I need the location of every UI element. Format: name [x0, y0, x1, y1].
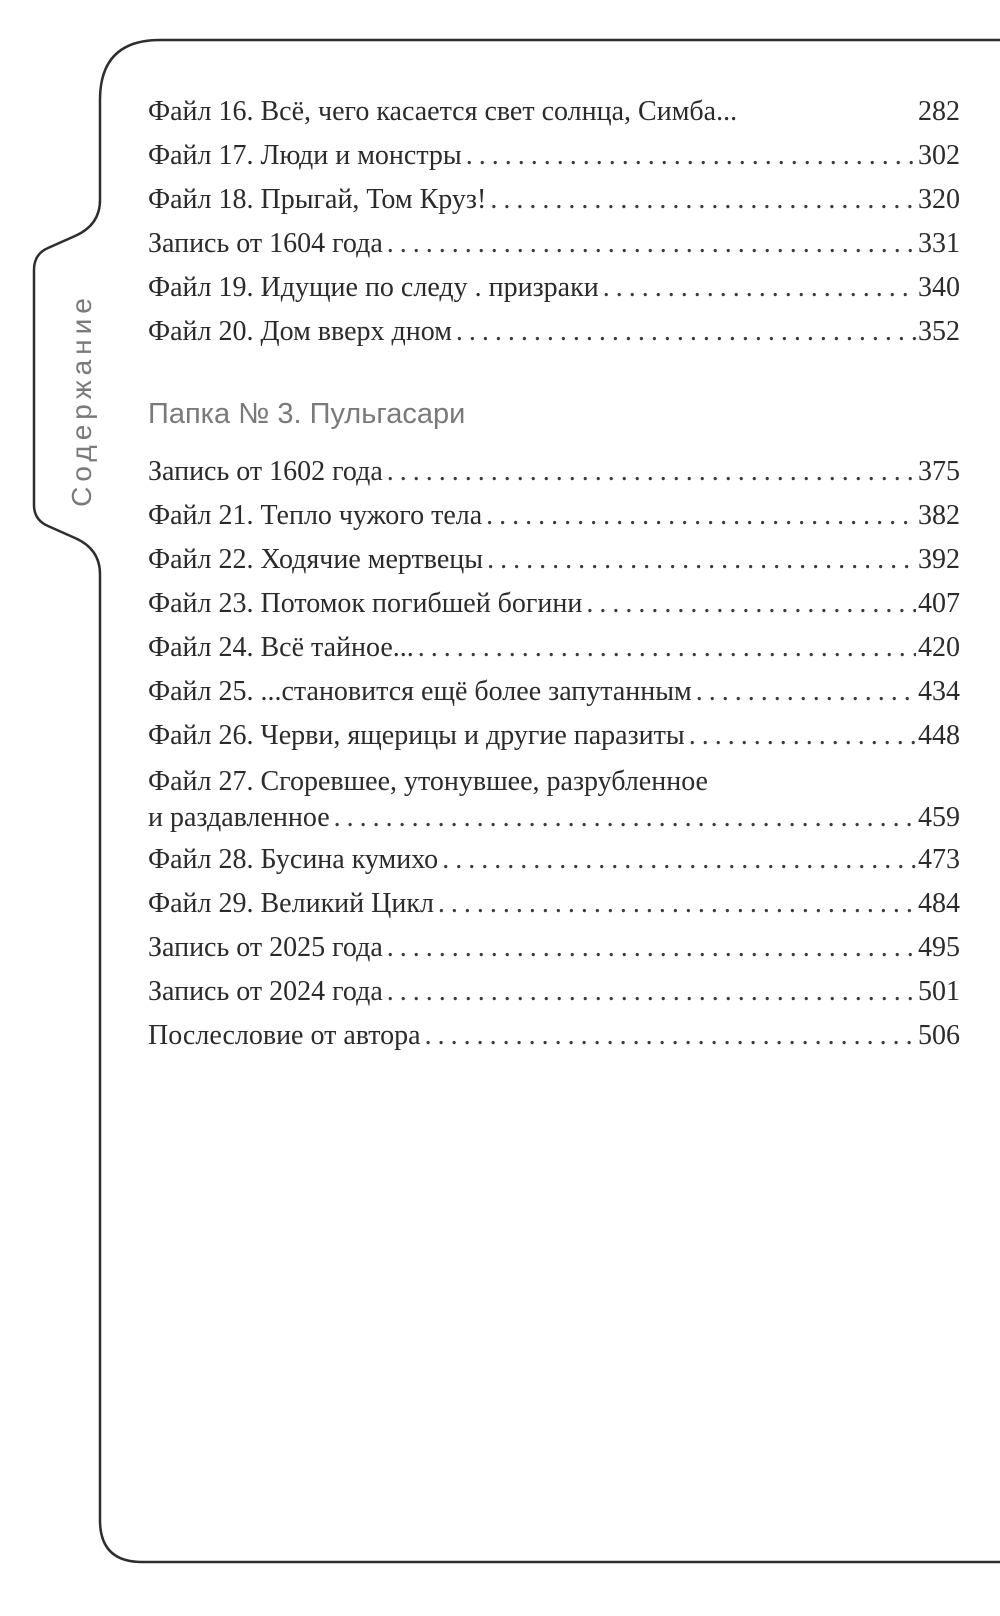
toc-group-2 — [148, 450, 960, 758]
section-heading: Папка № 3. Пульгасари — [148, 398, 466, 430]
toc-entry — [148, 1014, 960, 1058]
toc-entry-title: Файл 18. Прыгай, Том Круз! — [148, 184, 487, 215]
toc-entry-leader — [442, 838, 916, 882]
contents-tab-label: Содержание — [66, 293, 97, 507]
toc-group-1 — [148, 90, 960, 354]
toc-entry — [148, 450, 960, 494]
toc-entry-line2 — [148, 800, 960, 836]
toc-entry-title: Файл 29. Великий Цикл — [148, 888, 434, 919]
toc-entry — [148, 178, 960, 222]
toc-entry-title: Запись от 1602 года — [148, 456, 383, 487]
toc-entry — [148, 494, 960, 538]
toc-entry-leader — [387, 450, 916, 494]
toc-entry-page: 352 — [918, 316, 960, 347]
toc-entry-title: Файл 23. Потомок погибшей богини — [148, 588, 583, 619]
toc-entry — [148, 970, 960, 1014]
toc-entry-leader — [387, 970, 916, 1014]
toc-entry-page: 473 — [918, 844, 960, 875]
toc-entry-title: Файл 24. Всё тайное... — [148, 632, 414, 663]
toc-entry — [148, 626, 960, 670]
toc-entry — [148, 266, 960, 310]
toc-entry-page: 420 — [918, 632, 960, 663]
toc-entry-page: 484 — [918, 888, 960, 919]
toc-entry-title: Файл 19. Идущие по следу . призраки — [148, 272, 599, 303]
toc-entry — [148, 134, 960, 178]
toc-entry-title-line1: Файл 27. Сгоревшее, утонувшее, разрубленное — [148, 766, 708, 797]
toc-entry-leader — [387, 926, 916, 970]
toc-entry-title: Файл 25. ...становится ещё более запутанным — [148, 676, 692, 707]
toc-entry-leader — [696, 670, 916, 714]
toc-entry — [148, 926, 960, 970]
toc-entry-page: 331 — [918, 228, 960, 259]
toc-group-3 — [148, 838, 960, 1058]
toc-entry-page: 501 — [918, 976, 960, 1007]
toc-entry-leader — [418, 626, 916, 670]
toc-entry-leader — [586, 582, 916, 626]
toc-entry-leader — [438, 882, 916, 926]
toc-entry-page: 434 — [918, 676, 960, 707]
toc-entry-title-line2: и раздавленное — [148, 802, 330, 833]
toc-entry — [148, 670, 960, 714]
toc-entry-page: 375 — [918, 456, 960, 487]
toc-entry-multiline — [148, 764, 960, 836]
toc-entry-leader — [603, 266, 916, 310]
toc-entry-leader — [425, 1014, 916, 1058]
toc-entry — [148, 582, 960, 626]
toc-entry-page: 392 — [918, 544, 960, 575]
toc-entry — [148, 538, 960, 582]
toc-entry-page: 506 — [918, 1020, 960, 1051]
toc-entry-leader — [387, 222, 916, 266]
toc-entry-title: Файл 28. Бусина кумихо — [148, 844, 439, 875]
toc-entry-title: Файл 21. Тепло чужого тела — [148, 500, 483, 531]
toc-entry-title: Послесловие от автора — [148, 1020, 421, 1051]
toc-entry-title: Файл 20. Дом вверх дном — [148, 316, 452, 347]
toc-entry-title: Файл 22. Ходячие мертвецы — [148, 544, 484, 575]
toc-entry-title: Файл 26. Черви, ящерицы и другие паразиты — [148, 720, 685, 751]
toc-entry-page: 340 — [918, 272, 960, 303]
toc-entry-page: 495 — [918, 932, 960, 963]
toc-entry-leader — [466, 134, 916, 178]
toc-entry-title: Запись от 2024 года — [148, 976, 383, 1007]
toc-entry-page: 302 — [918, 140, 960, 171]
toc-entry-page: 459 — [918, 802, 960, 833]
toc-entry-title: Запись от 2025 года — [148, 932, 383, 963]
toc-entry-leader — [689, 714, 916, 758]
toc-entry — [148, 222, 960, 266]
toc-entry — [148, 714, 960, 758]
toc-entry-page: 282 — [918, 96, 960, 127]
toc-entry — [148, 90, 960, 134]
toc-entry-title: Файл 17. Люди и монстры — [148, 140, 462, 171]
toc-entry-page: 407 — [918, 588, 960, 619]
toc-entry-page: 448 — [918, 720, 960, 751]
toc-entry-title: Файл 16. Всё, чего касается свет солнца, Симба... — [148, 96, 738, 127]
toc-entry-title: Запись от 1604 года — [148, 228, 383, 259]
toc-entry-page: 382 — [918, 500, 960, 531]
toc-entry-leader — [334, 800, 916, 836]
toc-entry-leader — [490, 178, 916, 222]
table-of-contents — [148, 90, 960, 1058]
toc-entry-page: 320 — [918, 184, 960, 215]
toc-entry-leader — [487, 538, 916, 582]
toc-entry — [148, 882, 960, 926]
toc-entry-leader — [486, 494, 916, 538]
toc-entry — [148, 838, 960, 882]
toc-entry-leader — [456, 310, 916, 354]
toc-entry — [148, 310, 960, 354]
